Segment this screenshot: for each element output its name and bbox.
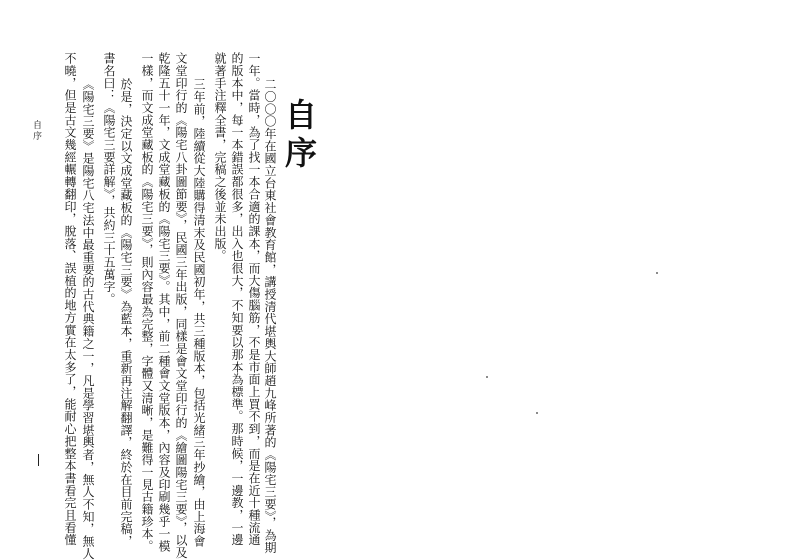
body-line-3: 的版本中，每一本錯誤都很多，出入也很大，不知要以那本為標準。那時候，一邊教，一邊 bbox=[230, 52, 244, 546]
body-line-2: 一年。當時，為了找一本合適的課本，而大傷腦筋，不是市面上買不到，而是在近十種流通 bbox=[247, 52, 261, 546]
scan-speck bbox=[536, 412, 538, 414]
body-line-6: 文堂印行的《陽宅八卦圖節要》，民國三年出版，同樣是會文堂印行的《繪圖陽宅三要》，以及 bbox=[174, 52, 188, 559]
body-line-5: 三年前，陸續從大陸購得清末及民國初年，共三種版本，包括光緒三年抄繪，由上海會 bbox=[192, 78, 206, 548]
body-line-12: 不曉，但是古文幾經輾轉翻印，脫落、誤植的地方實在太多了，能耐心把整本書看完且看懂 bbox=[63, 52, 77, 546]
body-line-7: 乾隆五十一年，文成堂藏板的《陽宅三要》。其中，前二種會文堂版本，內容及印刷幾乎一模 bbox=[157, 52, 171, 553]
page-title: 自序 bbox=[280, 98, 318, 174]
body-line-4: 就著手注釋全書，完稿之後並未出版。 bbox=[213, 52, 227, 262]
scan-speck bbox=[656, 272, 658, 274]
body-line-10: 書名曰：《陽宅三要詳解》，共約三十五萬字。 bbox=[102, 52, 116, 306]
running-header: 自序 bbox=[31, 120, 41, 142]
body-line-8: 一樣，而文成堂藏板的《陽宅三要》，則內容最為完整，字體又清晰，是難得一見古籍珍本。 bbox=[140, 52, 154, 553]
body-line-1: 二〇〇〇年在國立台東社會教育館，講授清代堪輿大師趙九峰所著的《陽宅三要》，為期 bbox=[263, 78, 277, 554]
body-line-9: 於是，決定以文成堂藏板的《陽宅三要》為藍本，重新再注解翻譯，終於在目前完稿， bbox=[119, 78, 133, 548]
body-line-11: 《陽宅三要》是陽宅八宅法中最重要的古代典籍之一，凡是學習堪輿者，無人不知，無人 bbox=[81, 78, 95, 560]
scan-speck bbox=[486, 376, 488, 378]
page-number-mark bbox=[38, 454, 39, 466]
